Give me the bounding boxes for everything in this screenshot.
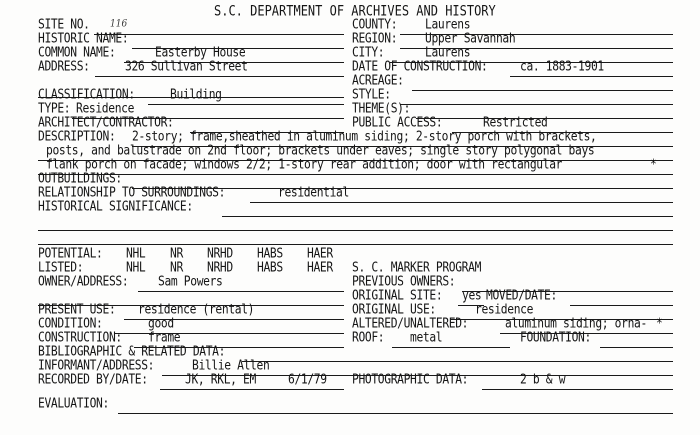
informant-label: INFORMANT/ADDRESS: (38, 357, 155, 374)
recorded-date-value: 6/1/79 (288, 371, 327, 388)
acreage-label: ACREAGE: (352, 72, 404, 89)
owner-line (138, 291, 344, 292)
listed-label: LISTED: (38, 259, 84, 276)
site-no-label: SITE NO. (38, 16, 90, 33)
listed-haer: HAER (307, 259, 333, 276)
common-name-label: COMMON NAME: (38, 44, 116, 61)
site-no-line (94, 34, 344, 35)
potential-nhl: NHL (126, 245, 146, 262)
county-label: COUNTY: (352, 16, 398, 33)
architect-label: ARCHITECT/CONTRACTOR: (38, 114, 174, 131)
foundation-line (600, 347, 673, 348)
outbuildings-label: OUTBUILDINGS: (38, 170, 122, 187)
owner-label: OWNER/ADDRESS: (38, 273, 129, 290)
common-name-value: Easterby House (155, 44, 246, 61)
potential-habs: HABS (257, 245, 283, 262)
recorded-by-label: RECORDED BY/DATE: (38, 371, 148, 388)
roof-label: ROOF: (352, 329, 385, 346)
description-label: DESCRIPTION: (38, 128, 116, 145)
type-value: Residence (76, 100, 135, 117)
potential-label: POTENTIAL: (38, 245, 103, 262)
site-no-value: 116 (110, 18, 128, 30)
photographic-data-line (482, 389, 673, 390)
address-label: ADDRESS: (38, 58, 90, 75)
owner-value: Sam Powers (158, 273, 223, 290)
original-use-label: ORIGINAL USE: (352, 301, 436, 318)
county-value: Laurens (425, 16, 471, 33)
relationship-value: residential (278, 184, 349, 201)
recorded-by-value: JK, RKL, EM (185, 371, 256, 388)
blank-rule-1 (38, 230, 673, 231)
altered-continued-mark: * (656, 315, 663, 332)
address-line (95, 76, 344, 77)
photographic-data-value: 2 b & w (520, 371, 566, 388)
moved-date-line (570, 305, 673, 306)
photographic-data-label: PHOTOGRAPHIC DATA: (352, 371, 469, 388)
listed-nr: NR (170, 259, 183, 276)
relationship-line (250, 202, 673, 203)
listed-nrhd: NRHD (207, 259, 233, 276)
themes-label: THEME(S): (352, 100, 411, 117)
roof-value: metal (410, 329, 443, 346)
evaluation-line (118, 413, 673, 414)
condition-label: CONDITION: (38, 315, 103, 332)
original-site-label: ORIGINAL SITE: (352, 287, 443, 304)
style-line (400, 104, 673, 105)
city-value: Laurens (425, 44, 471, 61)
form-header: S.C. DEPARTMENT OF ARCHIVES AND HISTORY (214, 2, 496, 20)
roof-line (392, 347, 510, 348)
potential-nr: NR (170, 245, 183, 262)
address-value: 326 Sullivan Street (125, 58, 248, 75)
potential-nrhd: NRHD (207, 245, 233, 262)
evaluation-label: EVALUATION: (38, 395, 109, 412)
present-use-label: PRESENT USE: (38, 301, 116, 318)
listed-habs: HABS (257, 259, 283, 276)
style-label: STYLE: (352, 86, 391, 103)
foundation-label: FOUNDATION: (520, 329, 591, 346)
classification-label: CLASSIFICATION: (38, 86, 135, 103)
type-label: TYPE: (38, 100, 71, 117)
condition-value: good (148, 315, 174, 332)
description-continued-mark: * (650, 156, 657, 173)
description-line-3: flank porch on facade; windows 2/2; 1-story rear addition; door with rectangular (46, 156, 563, 173)
date-of-construction-line (510, 76, 673, 77)
marker-program-label: S. C. MARKER PROGRAM (352, 259, 482, 276)
original-use-value: residence (475, 301, 534, 318)
public-access-value: Restricted (483, 114, 548, 131)
region-label: REGION: (352, 30, 398, 47)
potential-haer: HAER (307, 245, 333, 262)
construction-value: frame (148, 329, 181, 346)
altered-value: aluminum siding; orna- (505, 315, 647, 332)
description-line-2: posts, and balustrade on 2nd floor; brackets under eaves; single story polygonal bays (46, 142, 595, 159)
historical-significance-label: HISTORICAL SIGNIFICANCE: (38, 198, 193, 215)
listed-nhl: NHL (126, 259, 146, 276)
region-value: Upper Savannah (425, 30, 516, 47)
bibliographic-line (242, 361, 673, 362)
altered-label: ALTERED/UNALTERED: (352, 315, 469, 332)
historical-significance-line (222, 216, 673, 217)
moved-date-label: MOVED/DATE: (486, 287, 557, 304)
historic-name-label: HISTORIC NAME: (38, 30, 129, 47)
public-access-label: PUBLIC ACCESS: (352, 114, 443, 131)
relationship-label: RELATIONSHIP TO SURROUNDINGS: (38, 184, 226, 201)
city-label: CITY: (352, 44, 385, 61)
description-rule-3 (38, 174, 673, 175)
recorded-by-line (160, 389, 344, 390)
date-of-construction-label: DATE OF CONSTRUCTION: (352, 58, 488, 75)
classification-value: Building (170, 86, 222, 103)
previous-owners-label: PREVIOUS OWNERS: (352, 273, 456, 290)
construction-label: CONSTRUCTION: (38, 329, 122, 346)
date-of-construction-value: ca. 1883-1901 (520, 58, 604, 75)
present-use-value: residence (rental) (138, 301, 255, 318)
informant-value: Billie Allen (192, 357, 270, 374)
bibliographic-label: BIBLIOGRAPHIC & RELATED DATA: (38, 343, 226, 360)
acreage-line (412, 90, 673, 91)
original-site-value: yes (462, 287, 482, 304)
classification-line (148, 104, 344, 105)
description-line-1: 2-story; frame,sheathed in aluminum siding; 2-story porch with brackets, (132, 128, 597, 145)
